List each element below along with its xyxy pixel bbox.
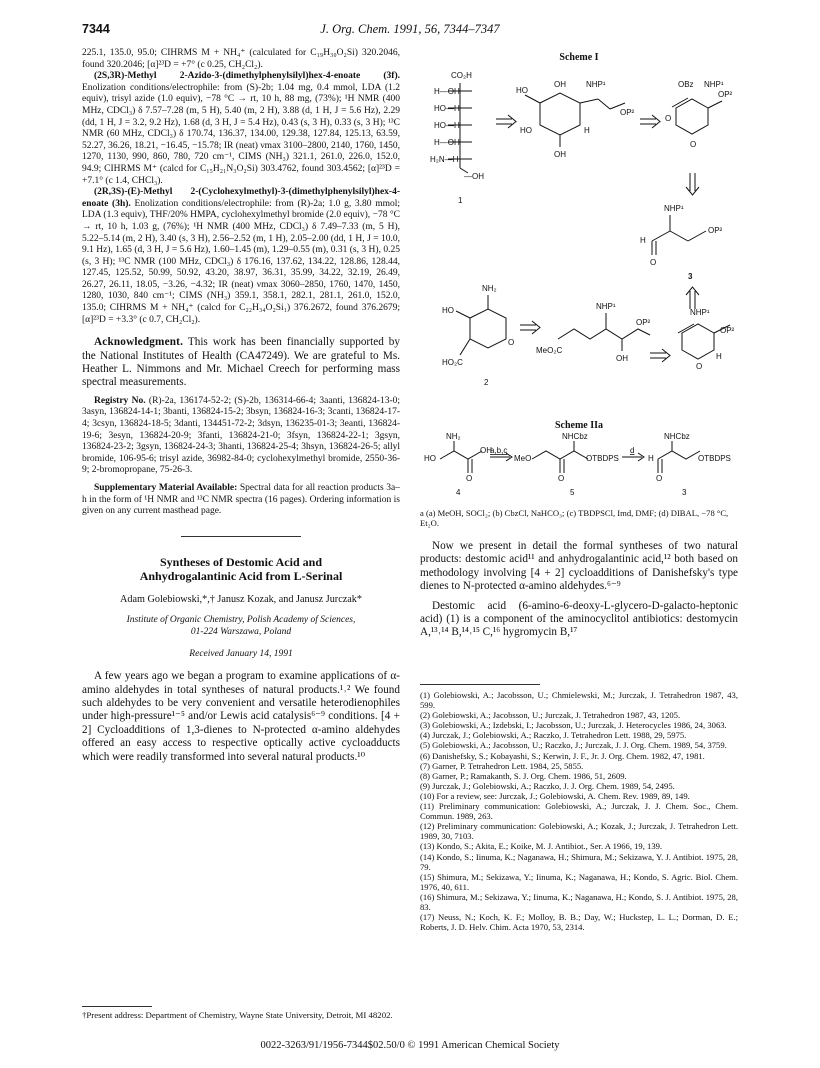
experimental-continued: 225.1, 135.0, 95.0; CIHRMS M + NH₄⁺ (calculated for C₁₉H₃₀O₂Si) 320.2046, found 320.2046; [α]²³D = +7° (c 0.25, CH₂Cl₂). [82,48,400,70]
frag-c-meo2c: MeO₂C [536,346,563,355]
compound-3f-heading: (2S,3R)-Methyl 2-Azido-3-(dimethylphenylsilyl)hex-4-enoate (3f). [94,71,400,82]
frag-a-ho: HO [516,86,528,95]
reference-12: (12) Preliminary communication: Golebiowski, A.; Kozak, J.; Jurczak, J. Tetrahedron Lett. 1989, 30, 7103. [420,821,738,842]
frag-a-ho2: HO [520,126,532,135]
compound-1-label: 1 [458,196,463,205]
reference-6: (6) Danishefsky, S.; Kobayashi, S.; Kerwin, J. F., Jr. J. Org. Chem. 1982, 47, 1981. [420,750,705,761]
right-column-text [420,540,738,640]
c4-o: O [466,474,473,483]
reference-10: (10) For a review, see: Jurczak, J.; Golebiowski, A. Chem. Rev. 1989, 89, 149. [420,790,690,801]
right-paragraph-2: Destomic acid (6-amino-6-deoxy-L-glycero-D-galacto-heptonic acid) (1) is a component of the aminocyclitol antibiotics: destomycin A,¹³˒¹⁴ B,¹⁴˒¹⁵ C,¹⁶ hygromycin B,¹⁷ [420,599,738,639]
article-title-line-2: Anhydrogalantinic Acid from L-Serinal [139,569,343,584]
acknowledgment [82,336,400,390]
fischer-row-4: H—OH [434,138,460,147]
frag-d-o: O [696,362,703,371]
supplementary-body: Spectral data for all reaction products 3a–h in the form of ¹H NMR and ¹³C NMR spectra (16 pages). Ordering information is given on any current masthead page. [82,483,400,517]
reference-2: (2) Golebiowski, A.; Jacobsson, U.; Jurczak, J. Tetrahedron 1987, 43, 1205. [420,710,681,721]
frag-d-h: H [716,352,722,361]
fischer-bottom: —OH [464,172,484,181]
reference-17: (17) Neuss, N.; Koch, K. F.; Molloy, B. B.; Day, W.; Huckstep, L. L.; Dorman, D. E.; Roberts, J. D. Helv. Chim. Acta 1970, 53, 2314. [420,912,738,933]
page-footer: 0022-3263/91/1956-7344$02.50/0 © 1991 American Chemical Society [260,1040,560,1051]
reference-1: (1) Golebiowski, A.; Jacobsson, U.; Chmielewski, M.; Jurczak, J. Tetrahedron 1987, 43, 599. [420,690,738,711]
journal-citation: J. Org. Chem. 1991, 56, 7344–7347 [320,22,500,36]
article-title-line-1: Syntheses of Destomic Acid and [159,554,322,569]
c4-ho: HO [424,454,436,463]
fischer-row-1: H—OH [434,87,460,96]
compound-5-label: 5 [570,488,575,497]
scheme-2-title: Scheme IIa [554,420,604,431]
reference-3: (3) Golebiowski, A.; Izdebski, I.; Jacobsson, U.; Jurczak, J. Heterocycles 1986, 24, 3063. [420,720,727,731]
reference-8: (8) Garner, P.; Ramakanth, S. J. Org. Chem. 1986, 51, 2609. [420,770,627,781]
c3-nhcbz: NHCbz [664,432,690,441]
c5-nhcbz: NHCbz [562,432,588,441]
running-header [82,22,738,40]
scheme-1 [420,52,738,398]
registry-heading: Registry No. [94,395,146,406]
scheme-1-drawing [420,63,738,393]
frag-c-op2: OP² [636,318,651,327]
reference-13: (13) Kondo, S.; Akita, E.; Koike, M. J. Antibiot., Ser. A 1966, 19, 139. [420,841,663,852]
frag-a-op2: OP² [620,108,635,117]
scheme-1-title: Scheme I [559,52,599,63]
supplementary-heading: Supplementary Material Available: [94,483,238,494]
compound-3-label: 3 [688,272,693,281]
received-date: Received January 14, 1991 [189,648,293,659]
frag-c-oh: OH [616,354,628,363]
compound-3b-label: 3 [682,488,687,497]
acknowledgment-body: This work has been financially supported by the National Institutes of Health (CA47249). We are grateful to Ms. Heather L. Nimmons and Mr. Michael Creech for performing mass spectral measurements. [82,336,400,389]
supplementary-material [82,483,400,518]
page-number: 7344 [82,22,110,36]
affiliation-line-1: Institute of Organic Chemistry, Polish Academy of Sciences, [126,615,356,626]
compound-4-label: 4 [456,488,461,497]
reference-14: (14) Kondo, S.; Iinuma, K.; Naganawa, H.; Shimura, M.; Sekizawa, Y. J. Antibiot. 1975, 28, 79. [420,851,738,872]
fischer-row-2: HO—H [434,104,460,113]
cmpd2-ho2c: HO₂C [442,358,463,367]
scheme-2-drawing [420,431,738,499]
c5-o: O [558,474,565,483]
fischer-row-3: HO—H [434,121,460,130]
experimental-3h [82,187,400,326]
frag-a-oh2: OH [554,150,566,159]
arrow-d-label: d [630,446,635,455]
article-title [82,555,400,584]
introduction-paragraph: A few years ago we began a program to examine applications of α-amino aldehydes in total syntheses of natural products.¹˒² We found such aldehydes to be very convenient and versatile heterodienophiles under high-pressure¹⁻⁵ and/or Lewis acid catalysis⁶⁻⁹ conditions. [4 + 2] Cycloadditions of 1,3-dienes to N-protected α-amino aldehydes offered an easy access to respective optically active cycloadducts which were readily transformed into several natural products.¹⁰ [82,670,400,763]
registry-numbers [82,396,400,477]
left-column [82,48,400,764]
cmpd2-o: O [508,338,515,347]
arrow-abc-label: a,b,c [490,446,508,455]
reference-5: (5) Golebiowski, A.; Jacobsson, U.; Raczko, J.; Jurczak, J. J. Org. Chem. 1989, 54, 3759. [420,740,727,751]
frag-b-nhp: NHP¹ [704,80,724,89]
frag-b-o2: O [690,140,697,149]
reference-11: (11) Preliminary communication: Golebiowski, A.; Jurczak, J. J. Chem. Soc., Chem. Commun. 1989, 263. [420,801,738,822]
authors: Adam Golebiowski,*,† Janusz Kozak, and Janusz Jurczak* [120,593,362,605]
frag-b-obz: OBz [678,80,694,89]
affiliation-line-2: 01-224 Warszawa, Poland [190,627,292,637]
c3-h: H [648,454,654,463]
reference-16: (16) Shimura, M.; Sekizawa, Y.; Iinuma, K.; Naganawa, H.; Kondo, S. J. Antibiot. 1975, 28, 83. [420,891,738,912]
experimental-3f [82,71,400,187]
compound-2-label: 2 [484,378,489,387]
scheme-2-conditions: a (a) MeOH, SOCl₂; (b) CbzCl, NaHCO₃; (c) TBDPSCl, Imd, DMF; (d) DIBAL, −78 °C, Et₂O. [420,508,729,529]
frag-a-h: H [584,126,590,135]
compound-3h-body: Enolization conditions/electrophile: from (R)-2a; 1.0 g, 3.80 mmol; LDA (1.3 equiv), THF/20% HMPA, cyclohexylmethyl bromide (2.0 equiv), −78 °C → rt, 10 h, 1.03 g, (76%); ¹H NMR (400 MHz, CDCl₃) δ 7.49–7.33 (m, 5 H), 5.22–5.14 (m, 2 H), 3.40 (s, 3 H), 2.56–2.52 (m, 1 H), 2.05–2.00 (dd, 1 H, J = 10.0, 9.1 Hz), 1.65 (d, 3 H, J = 5.6 Hz), 1.60–1.45 (m), 1.29–0.55 (m), 0.31 (s, 3 H), 0.25 (s, 3 H); ¹³C NMR (100 MHz, CDCl₃) δ 176.16, 137.62, 134.22, 128.86, 128.44, 127.45, 125.52, 50.99, 50.92, 43.20, 38.97, 36.31, 35.99, 34.22, 32.19, 26.49, 26.27, 26.11, 18.05, −3.26, −4.32; IR (neat) νmax 3060–2850, 1760, 1470, 1450, 1280, 1030, 840 cm⁻¹; CIMS (NH₃) 359.1, 358.1, 282.1, 281.1, 261.0, 152.0, 135.0; CIHRMS M + NH₄⁺ (calcd for C₂₂H₃₄O₂Si₁) 376.2672, found 376.2679; [α]²³D = +3.3° (c 0.7, CH₂Cl₂). [82,198,400,325]
references [420,690,738,932]
cmpd3-o: O [650,258,657,267]
reference-9: (9) Jurczak, J.; Golebiowski, A.; Raczko, J. J. Org. Chem. 1989, 54, 2495. [420,780,675,791]
cmpd3-nhp: NHP¹ [664,204,684,213]
right-paragraph-1: Now we present in detail the formal syntheses of two natural products: destomic acid¹¹ and anhydrogalantinic acid,¹² both based on methodology involving [4 + 2] cycloadditions of Danishefsky's type dienes to N-protected α-amino aldehydes.⁶⁻⁹ [420,540,738,593]
c4-oh: OH [480,446,492,455]
scheme-2 [420,420,738,528]
frag-b-op2: OP² [718,90,733,99]
frag-c-nhp: NHP¹ [596,302,616,311]
references-rule [420,684,540,685]
fischer-top: CO₂H [451,71,472,80]
author-footnote: †Present address: Department of Chemistry, Wayne State University, Detroit, MI 48202. [82,1010,393,1020]
cmpd3-h: H [640,236,646,245]
frag-b-o: O [665,114,672,123]
registry-body: (R)-2a, 136174-52-2; (S)-2b, 136314-66-4; 3aanti, 136824-13-0; 3asyn, 136824-14-1; 3banti, 136824-15-2; 3bsyn, 136824-16-3; 3canti, 136824-17-4; 3csyn, 136824-18-5; 3danti, 134451-72-2; 3dsyn, 136235-01-3; 3eanti, 136824-19-6; 3esyn, 136824-20-9; 3fanti, 136824-21-0; 3fsyn, 136824-22-1; 3gsyn, 136824-23-2; 3gsyn, 136824-24-3; 3hanti, 136824-25-4; 3hsyn, 136824-26-5; allyl bromide, 106-95-6; trisyl azide, 36982-84-0; cyclohexylmethyl bromide, 2550-36-9; 2-bromopropane, 75-26-3. [82,395,400,476]
c3-o: O [656,474,663,483]
reference-15: (15) Shimura, M.; Sekizawa, Y.; Iinuma, K.; Naganawa, H.; Kondo, S. Agric. Biol. Chem. 1976, 40, 611. [420,871,738,892]
cmpd2-ho: HO [442,306,454,315]
frag-a-oh: OH [554,80,566,89]
frag-a-nhp: NHP¹ [586,80,606,89]
fischer-row-5: H₂N—H [430,155,459,164]
cmpd3-op2: OP² [708,226,723,235]
c5-otbdps: OTBDPS [586,454,619,463]
frag-d-nhp: NHP¹ [690,308,710,317]
c5-meo: MeO [514,454,532,463]
compound-3h-heading: (2R,3S)-(E)-Methyl 2-(Cyclohexylmethyl)-3-(dimethylphenylsilyl)hex-4-enoate (3h). [82,187,400,209]
reference-4: (4) Jurczak, J.; Golebiowski, A.; Raczko, J. Tetrahedron Lett. 1988, 29, 5975. [420,730,687,741]
reference-7: (7) Garner, P. Tetrahedron Lett. 1984, 25, 5855. [420,760,584,771]
cmpd2-nh2: NH₂ [482,284,497,293]
c4-nh2: NH₂ [446,432,461,441]
frag-d-op2: OP² [720,326,735,335]
acknowledgment-heading: Acknowledgment. [94,336,184,349]
compound-3f-body: Enolization conditions/electrophile: from (S)-2b; 1.04 mg, 0.4 mmol, LDA (1.2 equiv), trisyl azide (1.0 equiv), −78 °C → rt, 10 h, 88 mg, (73%); ¹H NMR (400 MHz, CDCl₃) δ 7.57–7.28 (m, 5 H), 5.40 (m, 2 H), 3.88 (d, 1 H, J = 5.6 Hz), 2.29 (dd, 1 H, J = 3.2, 9.2 Hz), 1.68 (d, 3 H, J = 5.4 Hz), 0.43 (s, 3 H), 0.33 (s, 3 H); ¹³C NMR (60 MHz, CDCl₃) δ 170.74, 136.37, 134.00, 129.38, 127.84, 125.13, 63.59, 52.27, 36.26, 18.21, −16.45, −15.78; IR (neat) νmax 3100–2800, 2140, 1760, 1450, 1270, 1130, 990, 860, 780, 720 cm⁻¹, CIMS (NH₃) 321.1, 261.0, 226.0, 152.0, 94.9; CIHRMS M⁺ (calcd for C₁₅H₂₁N₃O₂Si) 303.4762, found 303.4562; [α]²³D = +7.1° (c 1.4, CHCl₃). [82,82,400,186]
footnote-rule [82,1006,152,1007]
c3-otbdps: OTBDPS [698,454,731,463]
